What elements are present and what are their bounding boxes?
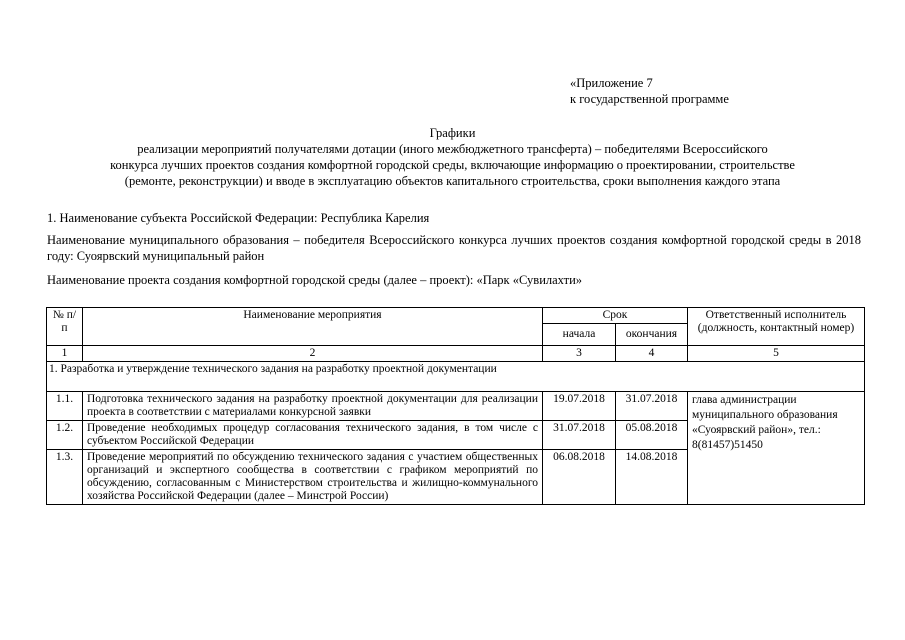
row-num: 1.1. [47, 392, 83, 421]
title-line-2: конкурса лучших проектов создания комфортной городской среды, включающие информацию о проектировании, строительстве [110, 158, 795, 172]
section-row [47, 362, 865, 392]
index-cell: 3 [543, 346, 616, 362]
schedule-table [46, 307, 865, 505]
appendix-note [570, 75, 729, 107]
subject-paragraph: 1. Наименование субъекта Российской Федерации: Республика Карелия [47, 211, 430, 225]
row-start-date: 06.08.2018 [543, 450, 616, 505]
index-row [47, 346, 865, 362]
project-paragraph: Наименование проекта создания комфортной городской среды (далее – проект): «Парк «Сувилахти» [47, 273, 583, 287]
row-end-date: 14.08.2018 [616, 450, 688, 505]
appendix-line-1: «Приложение 7 [570, 76, 653, 90]
row-num: 1.2. [47, 421, 83, 450]
row-start-date: 19.07.2018 [543, 392, 616, 421]
row-start-date: 31.07.2018 [543, 421, 616, 450]
title-line-1: реализации мероприятий получателями дотации (иного межбюджетного трансферта) – победителями Всероссийского [137, 142, 768, 156]
section-title: 1. Разработка и утверждение технического задания на разработку проектной документации [47, 362, 865, 392]
header-responsible: Ответственный исполнитель (должность, контактный номер) [688, 308, 865, 346]
table-row [47, 392, 865, 421]
row-activity: Подготовка технического задания на разработку проектной документации для реализации проекта в соответствии с материалами конкурсной заявки [83, 392, 543, 421]
row-end-date: 31.07.2018 [616, 392, 688, 421]
index-cell: 5 [688, 346, 865, 362]
index-cell: 4 [616, 346, 688, 362]
municipality-paragraph: Наименование муниципального образования – победителя Всероссийского конкурса лучших проектов создания комфортной городской среды в 2018 году: Суоярвский муниципальный район [47, 233, 861, 263]
index-cell: 1 [47, 346, 83, 362]
index-cell: 2 [83, 346, 543, 362]
row-activity: Проведение необходимых процедур согласования технического задания, в том числе с субъектом Российской Федерации [83, 421, 543, 450]
row-num: 1.3. [47, 450, 83, 505]
appendix-line-2: к государственной программе [570, 92, 729, 106]
header-start: начала [543, 324, 616, 346]
row-activity: Проведение мероприятий по обсуждению технического задания с участием общественных организаций и экспертного сообщества в соответствии с графиком мероприятий по обсуждению, согласованным с Министерством строительства и жилищно-коммунального хозяйства Российской Федерации (далее – Минстрой России) [83, 450, 543, 505]
row-end-date: 05.08.2018 [616, 421, 688, 450]
responsible-executor: глава администрации муниципального образования «Суоярвский район», тел.: 8(81457)51450 [688, 392, 865, 505]
header-row-1 [47, 308, 865, 324]
document-title [40, 125, 865, 189]
header-end: окончания [616, 324, 688, 346]
title-heading: Графики [429, 126, 476, 140]
header-term: Срок [543, 308, 688, 324]
header-name: Наименование мероприятия [83, 308, 543, 346]
title-line-3: (ремонте, реконструкции) и вводе в эксплуатацию объектов капитального строительства, сроки выполнения каждого этапа [124, 174, 781, 188]
header-num: № п/п [47, 308, 83, 346]
